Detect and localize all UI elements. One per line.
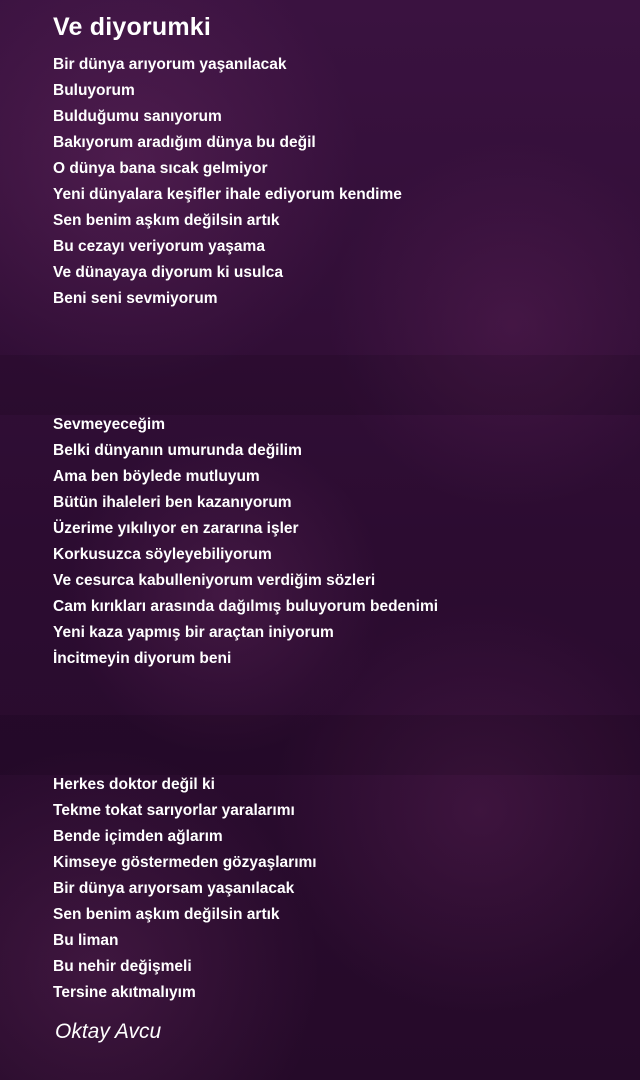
poem-line: Buluyorum (53, 82, 135, 99)
poem-line: Üzerime yıkılıyor en zararına işler (53, 520, 299, 537)
poem-line: O dünya bana sıcak gelmiyor (53, 160, 268, 177)
poem-author: Oktay Avcu (55, 1020, 162, 1043)
poem-line: Tersine akıtmalıyım (53, 984, 196, 1001)
poem-line: Bütün ihaleleri ben kazanıyorum (53, 494, 292, 511)
poem-line: Ve cesurca kabulleniyorum verdiğim sözleri (53, 572, 376, 589)
poem-line: Belki dünyanın umurunda değilim (53, 442, 302, 459)
poem-line: Tekme tokat sarıyorlar yaralarımı (53, 802, 295, 819)
poem-title: Ve diyorumki (53, 13, 212, 41)
poem-line: Sen benim aşkım değilsin artık (53, 906, 280, 923)
stanza-2 (53, 412, 613, 672)
poem-line: Bu liman (53, 932, 119, 949)
poem-line: İncitmeyin diyorum beni (53, 650, 232, 667)
poem-line: Sen benim aşkım değilsin artık (53, 212, 280, 229)
poem-line: Bu nehir değişmeli (53, 958, 192, 975)
poem-line: Bulduğumu sanıyorum (53, 108, 222, 125)
poem-line: Bu cezayı veriyorum yaşama (53, 238, 265, 255)
poem-line: Ama ben böylede mutluyum (53, 468, 260, 485)
poem-line: Bir dünya arıyorsam yaşanılacak (53, 880, 295, 897)
stanza-1 (53, 52, 613, 312)
poem-line: Ve dünayaya diyorum ki usulca (53, 264, 284, 281)
poem-line: Bir dünya arıyorum yaşanılacak (53, 56, 287, 73)
poem-line: Herkes doktor değil ki (53, 776, 215, 793)
poem-line: Yeni dünyalara keşifler ihale ediyorum kendime (53, 186, 402, 203)
poem-line: Korkusuzca söyleyebiliyorum (53, 546, 272, 563)
poem-line: Beni seni sevmiyorum (53, 290, 218, 307)
poem-line: Cam kırıkları arasında dağılmış buluyorum bedenimi (53, 598, 439, 615)
poem-line: Kimseye göstermeden gözyaşlarımı (53, 854, 317, 871)
poem-line: Yeni kaza yapmış bir araçtan iniyorum (53, 624, 334, 641)
poem-line: Bakıyorum aradığım dünya bu değil (53, 134, 316, 151)
poem-line: Sevmeyeceğim (53, 416, 166, 433)
poem-line: Bende içimden ağlarım (53, 828, 223, 845)
stanza-3 (53, 772, 613, 1006)
